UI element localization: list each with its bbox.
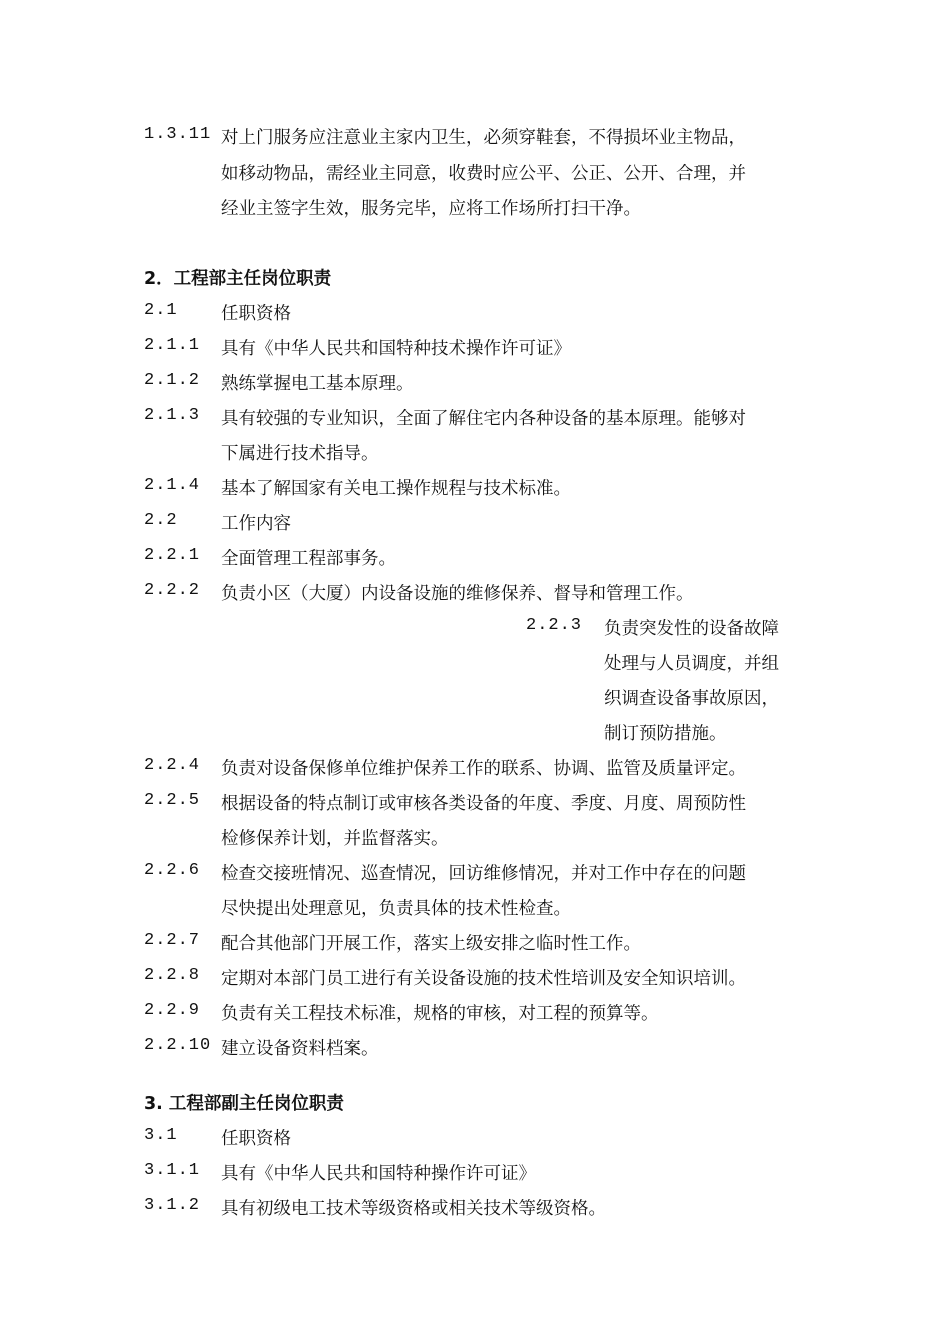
item-text-line: 负责对设备保修单位维护保养工作的联系、协调、监管及质量评定。 [221,759,746,779]
item-text-line: 具有《中华人民共和国特种技术操作许可证》 [221,339,571,359]
item-number: 2.2.2 [144,581,201,600]
section-heading: 2．工程部主任岗位职责 [144,269,332,289]
item-text-line: 熟练掌握电工基本原理。 [221,374,414,394]
item-text-line: 处理与人员调度，并组 [604,654,779,674]
item-text-line: 尽快提出处理意见，负责具体的技术性检查。 [221,899,571,919]
section-heading: 3. 工程部副主任岗位职责 [144,1094,344,1114]
item-text-line: 织调查设备事故原因， [604,689,779,709]
item-text-line: 制订预防措施。 [604,724,727,744]
item-number: 3.1.2 [144,1196,201,1215]
item-number: 2.2.3 [526,616,583,635]
item-number: 3.1.1 [144,1161,201,1180]
item-text-line: 检查交接班情况、巡查情况，回访维修情况，并对工作中存在的问题 [221,864,746,884]
item-text-line: 经业主签字生效，服务完毕，应将工作场所打扫干净。 [221,199,641,219]
item-text-line: 工作内容 [221,514,291,534]
item-text-line: 任职资格 [221,1129,291,1149]
item-number: 2.2.10 [144,1036,212,1055]
item-number: 2.1.4 [144,476,201,495]
item-number: 2.2.7 [144,931,201,950]
item-text-line: 检修保养计划，并监督落实。 [221,829,449,849]
item-text-line: 如移动物品，需经业主同意，收费时应公平、公正、公开、合理，并 [221,164,746,184]
item-number: 1.3.11 [144,125,212,144]
item-number: 2.2.5 [144,791,201,810]
item-text-line: 根据设备的特点制订或审核各类设备的年度、季度、月度、周预防性 [221,794,746,814]
item-text-line: 负责有关工程技术标准，规格的审核，对工程的预算等。 [221,1004,659,1024]
item-number: 2.2.8 [144,966,201,985]
item-text-line: 下属进行技术指导。 [221,444,379,464]
item-number: 2.1.1 [144,336,201,355]
item-text-line: 任职资格 [221,304,291,324]
item-number: 2.2.9 [144,1001,201,1020]
item-text-line: 具有《中华人民共和国特种操作许可证》 [221,1164,536,1184]
item-number: 2.1.2 [144,371,201,390]
item-number: 2.1 [144,301,178,320]
item-text-line: 具有初级电工技术等级资格或相关技术等级资格。 [221,1199,606,1219]
item-text-line: 对上门服务应注意业主家内卫生，必须穿鞋套，不得损坏业主物品， [221,128,746,148]
item-number: 2.2.6 [144,861,201,880]
item-text-line: 具有较强的专业知识，全面了解住宅内各种设备的基本原理。能够对 [221,409,746,429]
item-text-line: 负责小区（大厦）内设备设施的维修保养、督导和管理工作。 [221,584,694,604]
item-text-line: 基本了解国家有关电工操作规程与技术标准。 [221,479,571,499]
item-text-line: 全面管理工程部事务。 [221,549,396,569]
item-number: 2.2 [144,511,178,530]
item-text-line: 建立设备资料档案。 [221,1039,379,1059]
item-text-line: 定期对本部门员工进行有关设备设施的技术性培训及安全知识培训。 [221,969,746,989]
item-number: 2.1.3 [144,406,201,425]
item-number: 3.1 [144,1126,178,1145]
item-text-line: 负责突发性的设备故障 [604,619,779,639]
item-text-line: 配合其他部门开展工作，落实上级安排之临时性工作。 [221,934,641,954]
item-number: 2.2.4 [144,756,201,775]
item-number: 2.2.1 [144,546,201,565]
